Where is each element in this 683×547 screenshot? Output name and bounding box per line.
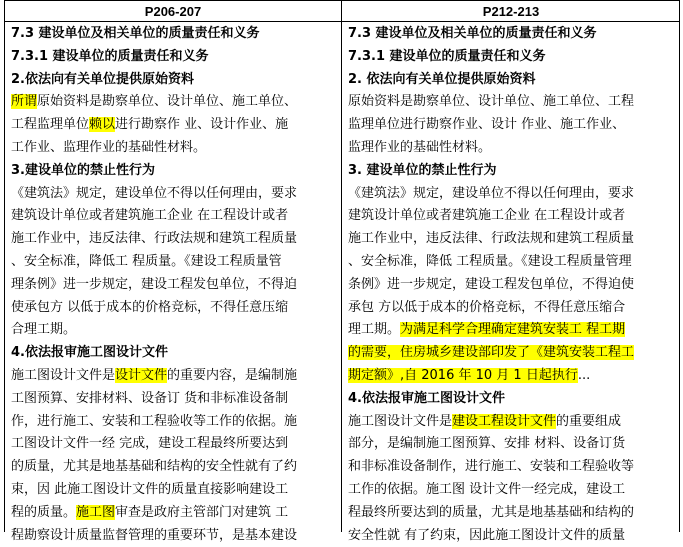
right-text-line	[348, 251, 675, 274]
left-text-line	[11, 251, 336, 274]
left-text-line	[11, 205, 336, 228]
text-segment: 建筑设计单位或者建筑施工企业 在工程设计或者	[348, 208, 626, 224]
right-text-line	[348, 365, 675, 388]
text-segment: 作，进行施工、安装和工程验收等工作的依据。施	[11, 413, 298, 429]
text-segment: 束，因 此施工图设计文件的质量直接影响建设工	[11, 481, 289, 497]
left-text-line	[11, 91, 336, 114]
text-segment: 工图预算、安排材料、设备订 货和非标准设备制	[11, 390, 289, 406]
left-text-line	[11, 388, 336, 411]
right-text-line	[348, 433, 675, 456]
text-segment: 的重要组成	[556, 413, 622, 429]
text-segment: 程的质量。	[11, 504, 77, 520]
column-body-right	[342, 22, 680, 547]
text-segment: 7.3 建设单位及相关单位的质量责任和义务	[348, 26, 597, 41]
left-text-line	[11, 456, 336, 479]
text-segment: 原始资料是勘察单位、设计单位、施工单位、工程	[348, 94, 635, 110]
right-text-line	[348, 91, 675, 114]
text-segment: 监理作业的基础性材料。	[348, 139, 492, 155]
text-segment: 进行勘察作 业、设计作业、施	[115, 117, 289, 133]
text-segment: 7.3.1 建设单位的质量责任和义务	[11, 48, 209, 64]
left-text-line	[11, 183, 336, 206]
left-text-line	[11, 114, 336, 137]
text-segment: 原始资料是勘察单位、设计单位、施工单位、	[37, 94, 298, 110]
column-body-left	[5, 22, 341, 547]
text-segment: 施工作业中，违反法律、行政法规和建筑工程质量	[348, 231, 635, 247]
highlighted-text: 为满足科学合理确定建筑安装工 程工期	[400, 322, 626, 338]
highlighted-text: 施工图	[76, 504, 116, 520]
text-segment: 工作的依据。施工图 设计文件一经完成，建设工	[348, 481, 626, 497]
text-segment: 4.依法报审施工图设计文件	[348, 390, 505, 406]
left-text-line	[11, 365, 336, 388]
text-segment: 施工作业中，违反法律、行政法规和建筑工程质量	[11, 231, 298, 247]
column-right	[342, 0, 680, 543]
text-segment: ...	[577, 367, 591, 383]
text-segment: 2.依法向有关单位提供原始资料	[11, 71, 194, 87]
left-text-line	[11, 525, 336, 547]
highlighted-text: 赖以	[89, 117, 116, 133]
left-text-line	[11, 69, 336, 92]
text-segment: 、安全标准，降低工 程质量。《建设工程质量管	[11, 253, 282, 269]
text-segment: 工作业、监理作业的基础性材料。	[11, 139, 207, 155]
column-left	[5, 0, 342, 543]
text-segment: 使承包方 以低于成本的价格竞标，不得任意压缩	[11, 299, 289, 315]
left-text-line	[11, 160, 336, 183]
right-text-line	[348, 297, 675, 320]
left-text-line	[11, 479, 336, 502]
right-text-line	[348, 205, 675, 228]
text-segment: 安全性就 有了约束，因此施工图设计文件的质量	[348, 527, 626, 543]
right-text-line	[348, 411, 675, 434]
highlighted-text: 所谓	[11, 94, 38, 110]
right-text-line	[348, 228, 675, 251]
text-segment: 部分，是编制施工图预算、安排 材料、设备订货	[348, 436, 626, 452]
right-text-line	[348, 502, 675, 525]
right-text-line	[348, 525, 675, 547]
left-text-line	[11, 137, 336, 160]
left-text-line	[11, 297, 336, 320]
left-text-line	[11, 319, 336, 342]
text-segment: 建筑设计单位或者建筑施工企业 在工程设计或者	[11, 208, 289, 224]
left-text-line	[11, 46, 336, 69]
right-text-line	[348, 114, 675, 137]
highlighted-text: 设计文件	[115, 367, 168, 383]
text-segment: 7.3 建设单位及相关单位的质量责任和义务	[11, 26, 260, 41]
text-segment: 4.依法报审施工图设计文件	[11, 345, 168, 361]
text-segment: 理条例》进一步规定，建设工程发包单位，不得迫	[11, 276, 298, 292]
text-segment: 3. 建设单位的禁止性行为	[348, 162, 497, 178]
left-text-line	[11, 342, 336, 365]
text-segment: 和非标准设备制作，进行施工、安装和工程验收等	[348, 459, 635, 475]
left-text-line	[11, 274, 336, 297]
highlighted-text: 建设工程设计文件	[452, 413, 557, 429]
right-text-line	[348, 319, 675, 342]
text-segment: 、安全标准，降低 工程质量。《建设工程质量管理	[348, 253, 632, 269]
highlighted-text: 的需要，住房城乡建设部印发了《建筑安装工程工	[348, 345, 635, 361]
right-text-line	[348, 23, 675, 46]
text-segment: 工程监理单位	[11, 117, 90, 133]
right-text-line	[348, 46, 675, 69]
left-text-line	[11, 228, 336, 251]
text-segment: 《建筑法》规定，建设单位不得以任何理由，要求	[348, 185, 635, 201]
right-text-line	[348, 69, 675, 92]
text-segment: 程勘察设计质量监督管理的重要环节，是基本建设	[11, 527, 298, 543]
text-segment: 监理单位进行勘察作业、设计 作业、施工作业、	[348, 117, 626, 133]
highlighted-text: 期定额》,自 2016 年 10 月 1 日起执行	[348, 367, 578, 383]
text-segment: 的重要内容，是编制施	[167, 367, 298, 383]
column-header-right: P212-213	[342, 0, 680, 22]
text-segment: 程最终所要达到的质量，尤其是地基基础和结构的	[348, 504, 635, 520]
text-segment: 理工期。	[348, 322, 401, 338]
right-text-line	[348, 388, 675, 411]
text-segment: 承包 方以低于成本的价格竞标，不得任意压缩合	[348, 299, 626, 315]
right-text-line	[348, 183, 675, 206]
text-segment: 施工图设计文件是	[11, 367, 116, 383]
left-text-line	[11, 433, 336, 456]
right-text-line	[348, 456, 675, 479]
text-segment: 工图设计文件一经 完成，建设工程最终所要达到	[11, 436, 289, 452]
left-text-line	[11, 411, 336, 434]
text-segment: 合理工期。	[11, 322, 77, 338]
text-segment: 的质量，尤其是地基基础和结构的安全性就有了约	[11, 459, 298, 475]
left-text-line	[11, 502, 336, 525]
right-text-line	[348, 342, 675, 365]
right-text-line	[348, 274, 675, 297]
text-segment: 2. 依法向有关单位提供原始资料	[348, 71, 536, 87]
left-text-line	[11, 23, 336, 46]
text-segment: 审查是政府主管部门对建筑 工	[115, 504, 289, 520]
right-text-line	[348, 479, 675, 502]
comparison-table	[4, 0, 680, 543]
column-header-left: P206-207	[5, 0, 341, 22]
text-segment: 施工图设计文件是	[348, 413, 453, 429]
right-text-line	[348, 160, 675, 183]
text-segment: 3.建设单位的禁止性行为	[11, 162, 155, 178]
text-segment: 条例》进一步规定，建设工程发包单位，不得迫使	[348, 276, 635, 292]
text-segment: 《建筑法》规定，建设单位不得以任何理由，要求	[11, 185, 298, 201]
text-segment: 7.3.1 建设单位的质量责任和义务	[348, 48, 546, 64]
right-text-line	[348, 137, 675, 160]
